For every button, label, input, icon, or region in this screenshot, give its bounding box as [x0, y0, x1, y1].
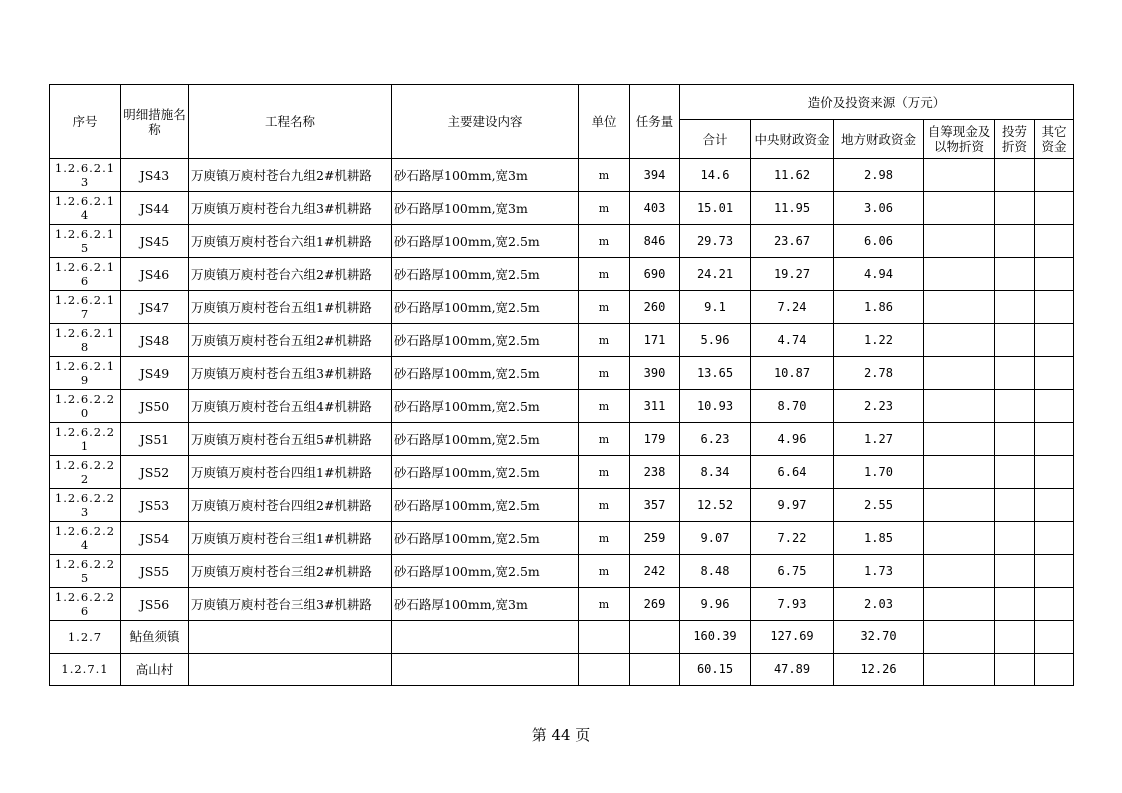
- cell-local: 32.70: [834, 621, 924, 654]
- cell-other: [1035, 588, 1074, 621]
- cell-central: 7.24: [751, 291, 834, 324]
- cell-quantity: 690: [630, 258, 680, 291]
- cell-unit: m: [579, 324, 630, 357]
- header-investment-group: 造价及投资来源（万元）: [680, 85, 1074, 120]
- cell-total: 9.1: [680, 291, 751, 324]
- cell-content: 砂石路厚100mm,宽2.5m: [392, 357, 579, 390]
- cell-central: 23.67: [751, 225, 834, 258]
- cell-self-raised: [924, 324, 995, 357]
- cell-project: 万庾镇万庾村苍台九组3#机耕路: [189, 192, 392, 225]
- cell-central: 10.87: [751, 357, 834, 390]
- cell-measure: JS49: [121, 357, 189, 390]
- cell-content: 砂石路厚100mm,宽2.5m: [392, 225, 579, 258]
- cell-quantity: 171: [630, 324, 680, 357]
- header-other: 其它资金: [1035, 120, 1074, 159]
- cell-content: 砂石路厚100mm,宽2.5m: [392, 291, 579, 324]
- table-row: [50, 653, 1074, 686]
- cell-measure: JS44: [121, 192, 189, 225]
- table-row: [50, 357, 1074, 390]
- cell-local: 2.98: [834, 159, 924, 192]
- table-row: [50, 192, 1074, 225]
- cell-total: 9.07: [680, 522, 751, 555]
- header-seq: 序号: [50, 85, 121, 159]
- cell-local: 2.23: [834, 390, 924, 423]
- cell-quantity: 846: [630, 225, 680, 258]
- cell-project: 万庾镇万庾村苍台五组5#机耕路: [189, 423, 392, 456]
- cell-central: 6.64: [751, 456, 834, 489]
- table-row: [50, 588, 1074, 621]
- header-local: 地方财政资金: [834, 120, 924, 159]
- cell-self-raised: [924, 357, 995, 390]
- cell-seq: 1.2.6.2.16: [50, 258, 121, 291]
- cell-quantity: 259: [630, 522, 680, 555]
- cell-labor: [995, 390, 1035, 423]
- cell-project: 万庾镇万庾村苍台五组2#机耕路: [189, 324, 392, 357]
- cell-project: 万庾镇万庾村苍台五组1#机耕路: [189, 291, 392, 324]
- cell-self-raised: [924, 653, 995, 686]
- cell-content: 砂石路厚100mm,宽2.5m: [392, 522, 579, 555]
- cell-local: 1.70: [834, 456, 924, 489]
- cell-self-raised: [924, 390, 995, 423]
- cell-other: [1035, 291, 1074, 324]
- cell-project: 万庾镇万庾村苍台九组2#机耕路: [189, 159, 392, 192]
- cell-other: [1035, 653, 1074, 686]
- cell-self-raised: [924, 621, 995, 654]
- cell-measure: JS52: [121, 456, 189, 489]
- cell-seq: 1.2.7.1: [50, 653, 121, 686]
- cell-quantity: 357: [630, 489, 680, 522]
- cell-measure: 鲇鱼须镇: [121, 621, 189, 654]
- cell-other: [1035, 390, 1074, 423]
- cell-content: 砂石路厚100mm,宽2.5m: [392, 390, 579, 423]
- cell-self-raised: [924, 423, 995, 456]
- cell-local: 4.94: [834, 258, 924, 291]
- cell-labor: [995, 522, 1035, 555]
- cell-seq: 1.2.6.2.15: [50, 225, 121, 258]
- cell-other: [1035, 456, 1074, 489]
- header-central: 中央财政资金: [751, 120, 834, 159]
- cell-labor: [995, 225, 1035, 258]
- cell-unit: m: [579, 192, 630, 225]
- cell-project: 万庾镇万庾村苍台四组1#机耕路: [189, 456, 392, 489]
- cell-seq: 1.2.6.2.20: [50, 390, 121, 423]
- cell-total: 24.21: [680, 258, 751, 291]
- cell-local: 2.03: [834, 588, 924, 621]
- cell-central: 8.70: [751, 390, 834, 423]
- cell-self-raised: [924, 225, 995, 258]
- cell-total: 9.96: [680, 588, 751, 621]
- cell-labor: [995, 588, 1035, 621]
- cell-central: 127.69: [751, 621, 834, 654]
- cell-central: 47.89: [751, 653, 834, 686]
- cell-total: 14.6: [680, 159, 751, 192]
- cell-measure: JS56: [121, 588, 189, 621]
- cell-unit: m: [579, 225, 630, 258]
- cell-seq: 1.2.6.2.26: [50, 588, 121, 621]
- cell-local: 12.26: [834, 653, 924, 686]
- cell-self-raised: [924, 588, 995, 621]
- cell-project: 万庾镇万庾村苍台四组2#机耕路: [189, 489, 392, 522]
- cell-other: [1035, 621, 1074, 654]
- cell-seq: 1.2.6.2.13: [50, 159, 121, 192]
- table-row: [50, 522, 1074, 555]
- cell-self-raised: [924, 456, 995, 489]
- cell-project: 万庾镇万庾村苍台五组3#机耕路: [189, 357, 392, 390]
- cell-local: 1.27: [834, 423, 924, 456]
- cell-unit: m: [579, 588, 630, 621]
- cell-quantity: 260: [630, 291, 680, 324]
- cell-labor: [995, 423, 1035, 456]
- cell-total: 160.39: [680, 621, 751, 654]
- cell-other: [1035, 324, 1074, 357]
- cell-measure: JS55: [121, 555, 189, 588]
- cell-unit: m: [579, 390, 630, 423]
- cell-project: [189, 621, 392, 654]
- cell-central: 4.74: [751, 324, 834, 357]
- cell-total: 8.48: [680, 555, 751, 588]
- cell-seq: 1.2.6.2.24: [50, 522, 121, 555]
- cell-unit: m: [579, 423, 630, 456]
- cell-seq: 1.2.6.2.25: [50, 555, 121, 588]
- cell-total: 12.52: [680, 489, 751, 522]
- cell-project: 万庾镇万庾村苍台三组2#机耕路: [189, 555, 392, 588]
- cell-seq: 1.2.6.2.14: [50, 192, 121, 225]
- cell-unit: m: [579, 291, 630, 324]
- cell-quantity: 179: [630, 423, 680, 456]
- cell-measure: JS48: [121, 324, 189, 357]
- investment-table: [49, 84, 1074, 686]
- cell-other: [1035, 225, 1074, 258]
- cell-local: 6.06: [834, 225, 924, 258]
- cell-seq: 1.2.6.2.17: [50, 291, 121, 324]
- cell-total: 29.73: [680, 225, 751, 258]
- cell-other: [1035, 159, 1074, 192]
- cell-quantity: 242: [630, 555, 680, 588]
- cell-other: [1035, 555, 1074, 588]
- cell-self-raised: [924, 555, 995, 588]
- cell-quantity: 238: [630, 456, 680, 489]
- cell-content: 砂石路厚100mm,宽2.5m: [392, 555, 579, 588]
- table-row: [50, 225, 1074, 258]
- cell-content: 砂石路厚100mm,宽2.5m: [392, 489, 579, 522]
- cell-central: 7.22: [751, 522, 834, 555]
- cell-total: 5.96: [680, 324, 751, 357]
- cell-unit: m: [579, 258, 630, 291]
- cell-content: 砂石路厚100mm,宽2.5m: [392, 423, 579, 456]
- cell-seq: 1.2.6.2.19: [50, 357, 121, 390]
- table-row: [50, 489, 1074, 522]
- cell-measure: JS51: [121, 423, 189, 456]
- cell-local: 1.86: [834, 291, 924, 324]
- cell-seq: 1.2.6.2.23: [50, 489, 121, 522]
- cell-unit: [579, 621, 630, 654]
- table-row: [50, 423, 1074, 456]
- cell-project: 万庾镇万庾村苍台三组1#机耕路: [189, 522, 392, 555]
- cell-labor: [995, 291, 1035, 324]
- cell-total: 10.93: [680, 390, 751, 423]
- cell-measure: JS46: [121, 258, 189, 291]
- header-content: 主要建设内容: [392, 85, 579, 159]
- cell-content: [392, 653, 579, 686]
- cell-total: 15.01: [680, 192, 751, 225]
- cell-project: 万庾镇万庾村苍台五组4#机耕路: [189, 390, 392, 423]
- cell-measure: JS53: [121, 489, 189, 522]
- cell-quantity: 311: [630, 390, 680, 423]
- header-measure: 明细措施名称: [121, 85, 189, 159]
- cell-central: 19.27: [751, 258, 834, 291]
- cell-quantity: 390: [630, 357, 680, 390]
- cell-central: 6.75: [751, 555, 834, 588]
- table-row: [50, 555, 1074, 588]
- header-unit: 单位: [579, 85, 630, 159]
- cell-measure: JS47: [121, 291, 189, 324]
- cell-content: 砂石路厚100mm,宽3m: [392, 192, 579, 225]
- table-row: [50, 456, 1074, 489]
- cell-labor: [995, 653, 1035, 686]
- cell-project: 万庾镇万庾村苍台六组2#机耕路: [189, 258, 392, 291]
- cell-unit: m: [579, 456, 630, 489]
- cell-labor: [995, 258, 1035, 291]
- cell-seq: 1.2.7: [50, 621, 121, 654]
- cell-other: [1035, 258, 1074, 291]
- cell-unit: m: [579, 522, 630, 555]
- cell-other: [1035, 357, 1074, 390]
- cell-local: 1.85: [834, 522, 924, 555]
- table-row: [50, 291, 1074, 324]
- header-self-raised: 自筹现金及以物折资: [924, 120, 995, 159]
- cell-self-raised: [924, 258, 995, 291]
- cell-self-raised: [924, 489, 995, 522]
- cell-project: 万庾镇万庾村苍台六组1#机耕路: [189, 225, 392, 258]
- cell-self-raised: [924, 291, 995, 324]
- cell-local: 3.06: [834, 192, 924, 225]
- cell-self-raised: [924, 159, 995, 192]
- cell-content: [392, 621, 579, 654]
- cell-unit: m: [579, 159, 630, 192]
- cell-labor: [995, 357, 1035, 390]
- cell-measure: JS54: [121, 522, 189, 555]
- cell-central: 7.93: [751, 588, 834, 621]
- cell-labor: [995, 456, 1035, 489]
- header-project: 工程名称: [189, 85, 392, 159]
- cell-central: 11.62: [751, 159, 834, 192]
- cell-quantity: [630, 653, 680, 686]
- cell-labor: [995, 621, 1035, 654]
- header-quantity: 任务量: [630, 85, 680, 159]
- cell-unit: m: [579, 357, 630, 390]
- cell-unit: m: [579, 489, 630, 522]
- cell-self-raised: [924, 192, 995, 225]
- cell-central: 4.96: [751, 423, 834, 456]
- cell-local: 1.22: [834, 324, 924, 357]
- cell-total: 13.65: [680, 357, 751, 390]
- cell-unit: m: [579, 555, 630, 588]
- cell-quantity: 394: [630, 159, 680, 192]
- cell-other: [1035, 192, 1074, 225]
- cell-labor: [995, 489, 1035, 522]
- cell-measure: JS50: [121, 390, 189, 423]
- cell-quantity: 403: [630, 192, 680, 225]
- cell-central: 11.95: [751, 192, 834, 225]
- header-total: 合计: [680, 120, 751, 159]
- table-row: [50, 390, 1074, 423]
- cell-unit: [579, 653, 630, 686]
- cell-content: 砂石路厚100mm,宽2.5m: [392, 456, 579, 489]
- cell-self-raised: [924, 522, 995, 555]
- cell-seq: 1.2.6.2.18: [50, 324, 121, 357]
- table-row: [50, 258, 1074, 291]
- cell-measure: 高山村: [121, 653, 189, 686]
- cell-labor: [995, 159, 1035, 192]
- cell-total: 8.34: [680, 456, 751, 489]
- cell-total: 6.23: [680, 423, 751, 456]
- cell-local: 2.78: [834, 357, 924, 390]
- cell-labor: [995, 192, 1035, 225]
- cell-content: 砂石路厚100mm,宽3m: [392, 159, 579, 192]
- cell-project: [189, 653, 392, 686]
- table-row: [50, 324, 1074, 357]
- cell-content: 砂石路厚100mm,宽2.5m: [392, 258, 579, 291]
- cell-total: 60.15: [680, 653, 751, 686]
- cell-labor: [995, 555, 1035, 588]
- cell-other: [1035, 489, 1074, 522]
- cell-content: 砂石路厚100mm,宽2.5m: [392, 324, 579, 357]
- table-row: [50, 159, 1074, 192]
- cell-content: 砂石路厚100mm,宽3m: [392, 588, 579, 621]
- cell-seq: 1.2.6.2.22: [50, 456, 121, 489]
- cell-quantity: 269: [630, 588, 680, 621]
- cell-quantity: [630, 621, 680, 654]
- cell-project: 万庾镇万庾村苍台三组3#机耕路: [189, 588, 392, 621]
- cell-measure: JS45: [121, 225, 189, 258]
- cell-labor: [995, 324, 1035, 357]
- cell-central: 9.97: [751, 489, 834, 522]
- cell-local: 2.55: [834, 489, 924, 522]
- header-labor: 投劳折资: [995, 120, 1035, 159]
- cell-other: [1035, 522, 1074, 555]
- cell-other: [1035, 423, 1074, 456]
- table-row: [50, 621, 1074, 654]
- cell-seq: 1.2.6.2.21: [50, 423, 121, 456]
- page-number: 第 44 页: [531, 726, 591, 744]
- cell-local: 1.73: [834, 555, 924, 588]
- cell-measure: JS43: [121, 159, 189, 192]
